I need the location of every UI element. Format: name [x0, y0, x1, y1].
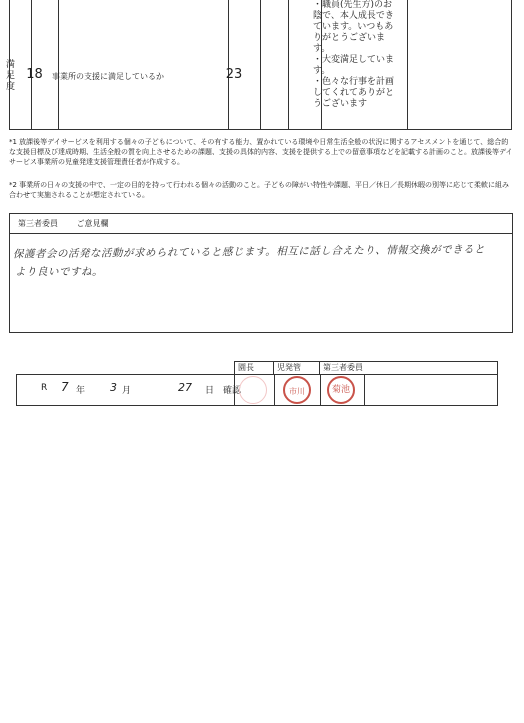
category-label [0, 60, 21, 93]
question-column [58, 0, 229, 129]
question-text: 事業所の支援に満足しているか [52, 72, 164, 81]
number-column [31, 0, 59, 129]
question-number: 18 [26, 67, 43, 82]
divider [320, 375, 321, 405]
month-value: 3 [110, 381, 117, 394]
category-char: 満 [5, 60, 15, 70]
year-unit: 年 [76, 386, 86, 396]
answer-count: 23 [225, 67, 243, 82]
month-unit: 月 [122, 386, 132, 396]
era-label: R [41, 383, 48, 393]
handwritten-opinion-line-1: 保護者会の活発な活動が求められていると感じます。相互に話し合えたり、情報交換ができると [12, 243, 486, 261]
opinion-header [10, 214, 512, 234]
count-column [228, 0, 261, 129]
third-party-seal-stamp: 菊池 [327, 376, 355, 404]
stamp-header-third-party: 第三者委員 [320, 361, 498, 374]
year-value: 7 [61, 380, 69, 394]
day-value: 27 [178, 381, 192, 394]
category-char: 度 [5, 82, 15, 92]
category-char: 足 [5, 71, 15, 81]
confirm-label: 確認 [223, 386, 242, 396]
footnote-2: *2 事業所の日々の支援の中で、一定の目的を持って行われる個々の活動のこと。子どもの障がい特性や課題、平日／休日／長期休暇の別等に応じて柔軟に組み合わせて実施されることが想定されている。 [9, 181, 510, 199]
stamp-header-director: 園長 [234, 361, 274, 374]
footnote-1: *1 放課後等デイサービスを利用する個々の子どもについて、その有する能力、置かれている環境や日常生活全般の状況に関するアセスメントを通じて、総合的な支援目標及び達成時期、生活全般の質を向上させるための課題、支援の具体的内容、支援を提供する上での留意事項などを記載する計画のこと。放課後等デイサービス事業所の児童発達支援管理責任者が作成する。 [9, 138, 513, 166]
stamp-header-manager: 児発管 [274, 361, 320, 374]
opinion-role: 第三者委員 [18, 219, 58, 228]
manager-seal-stamp: 市川 [283, 376, 311, 404]
divider [274, 375, 275, 405]
comment-item: ・大変満足しています。 [313, 55, 395, 76]
divider [364, 375, 365, 405]
director-seal-stamp [239, 376, 267, 404]
comment-item: ・色々な行事を計画してくれてありがとうございます [313, 77, 395, 109]
blank-column-c [407, 0, 511, 129]
day-unit: 日 [205, 386, 215, 396]
blank-column-a [260, 0, 289, 129]
comment-cell [313, 0, 395, 129]
handwritten-opinion-line-2: より良いですね。 [15, 266, 103, 278]
survey-table [9, 0, 512, 130]
comment-item: ・職員(先生方)のお陰で、本人成長できています。いつもありがとうございます。 [313, 0, 394, 54]
opinion-title: ご意見欄 [76, 219, 109, 228]
